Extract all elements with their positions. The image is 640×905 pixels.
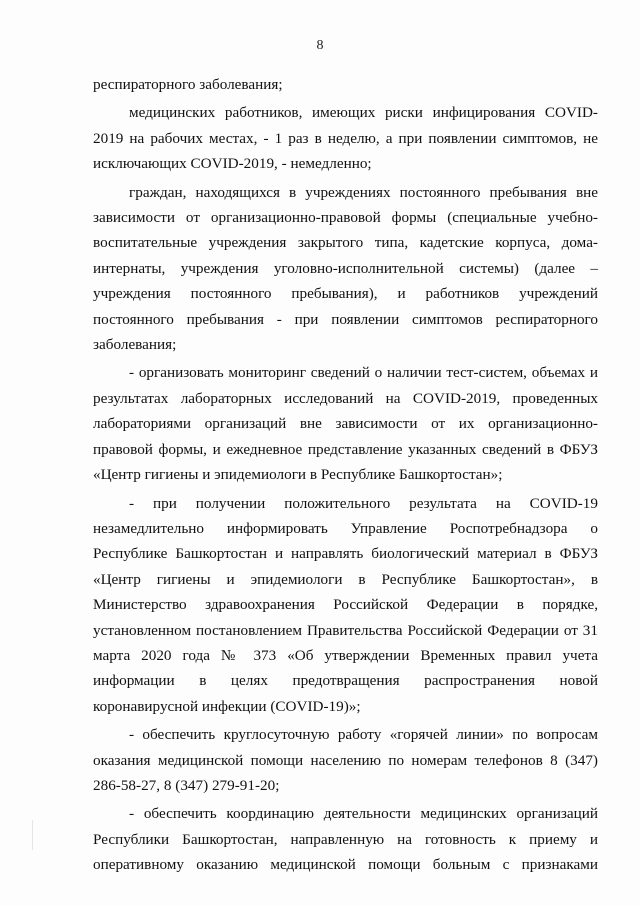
paragraph-hotline: - обеспечить круглосуточную работу «горячей линии» по вопросам оказания медицинской помощи населению по номерам телефонов 8 (347) 286-58-27, 8 (347) 279-91-20; [93,726,598,794]
paragraph-medical-workers: медицинских работников, имеющих риски инфицирования COVID-2019 на рабочих местах, - 1 раз в неделю, а при появлении симптомов, не исключающих COVID-2019, - немедленно; [93,104,598,173]
paragraph-coordination: - обеспечить координацию деятельности медицинских организаций Республики Башкортостан, направленную на готовность к приему и оперативному оказанию медицинской помощи больным с признаками [93,805,598,874]
paragraph-permanent-residents: граждан, находящихся в учреждениях постоянного пребывания вне зависимости от организационно-правовой формы (специальные учебно-воспитательные учреждения закрытого типа, кадетские корпуса, дома-интернаты, учреждения уголовно-исполнительной системы) (далее – учреждения постоянного пребывания), и работников учреждений постоянного пребывания - при появлении симптомов респираторного заболевания; [93,183,598,354]
page-number: 8 [316,38,324,53]
scan-artifact [32,820,33,850]
document-body [93,72,598,881]
paragraph-positive-result: - при получении положительного результата на COVID-19 незамедлительно информировать Управление Роспотребнадзора о Республике Башкортостан и направлять биологический материал в ФБУЗ «Центр гигиены и эпидемиологи в Республике Башкортостан», в Министерство здравоохранения Российской Федерации в порядке, установленном постановлением Правительства Российской Федерации от 31 марта 2020 года № 373 «Об утверждении Временных правил учета информации в целях предотвращения распространения новой коронавирусной инфекции (COVID-19)»; [93,494,598,715]
paragraph-monitoring: - организовать мониторинг сведений о наличии тест-систем, объемах и результатах лабораторных исследований на COVID-2019, проведенных лабораториями организаций вне зависимости от их организационно-правовой формы, и ежедневное представление указанных сведений в ФБУЗ «Центр гигиены и эпидемиологи в Республике Башкортостан»; [93,364,598,484]
paragraph-continuation: респираторного заболевания; [93,76,283,93]
